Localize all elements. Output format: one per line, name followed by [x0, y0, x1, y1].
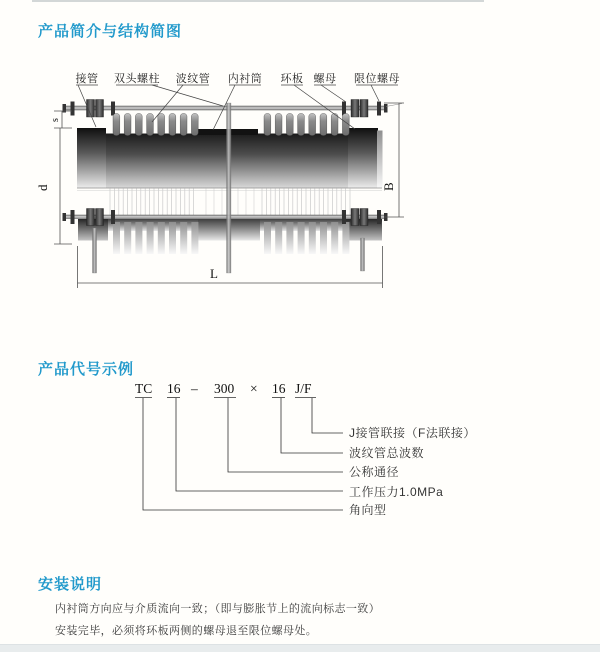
- part-label-nut: 螺母: [313, 73, 337, 85]
- section-title-install: 安装说明: [38, 576, 103, 594]
- code-note: 波纹管总波数: [349, 446, 425, 460]
- code-note: 工作压力1.0MPa: [349, 485, 444, 499]
- code-note: 公称通径: [349, 465, 400, 479]
- part-label-ring-plate: 环板: [280, 73, 304, 85]
- code-token: 16: [167, 381, 181, 396]
- part-labels: [76, 71, 401, 85]
- center-stud: [227, 103, 232, 273]
- part-label-liner: 内衬筒: [227, 73, 263, 85]
- section-title-product-intro: 产品简介与结构简图: [38, 23, 183, 41]
- install-line-1: 内衬筒方向应与介质流向一致；（即与膨胀节上的流向标志一致）: [55, 603, 381, 615]
- code-tokens: [135, 381, 312, 396]
- code-note: 角向型: [349, 503, 387, 517]
- part-label-pipe-end: 接管: [75, 73, 99, 85]
- code-example-diagram: [0, 372, 600, 522]
- code-token: ×: [250, 381, 258, 396]
- part-label-bellows: 波纹管: [175, 73, 211, 85]
- code-token: 16: [272, 381, 286, 396]
- structure-diagram: [0, 60, 600, 305]
- dim-label-L: L: [210, 266, 218, 281]
- dim-label-B: B: [381, 182, 396, 191]
- code-token: –: [191, 381, 198, 396]
- code-note: J接管联接（F法联接）: [349, 426, 476, 440]
- part-label-limit-nut: 限位螺母: [354, 73, 400, 85]
- dimension-B: [384, 103, 404, 217]
- part-label-stud: 双头螺柱: [114, 73, 160, 85]
- code-token: TC: [135, 381, 153, 396]
- page-bottom-edge: [0, 644, 600, 652]
- install-notes: [55, 598, 380, 642]
- install-line-2: 安装完毕，必须将环板两侧的螺母退至限位螺母处。: [55, 625, 318, 637]
- code-notes: [349, 425, 476, 517]
- code-token: J/F: [295, 381, 312, 396]
- code-leader-lines: [143, 398, 343, 510]
- dim-label-d: d: [35, 184, 50, 191]
- page-top-edge-artifact: [32, 0, 484, 2]
- dimension-d: [54, 128, 72, 244]
- dim-label-s: s: [50, 118, 61, 122]
- code-token: 300: [214, 381, 235, 396]
- section-title-code-example: 产品代号示例: [38, 361, 135, 379]
